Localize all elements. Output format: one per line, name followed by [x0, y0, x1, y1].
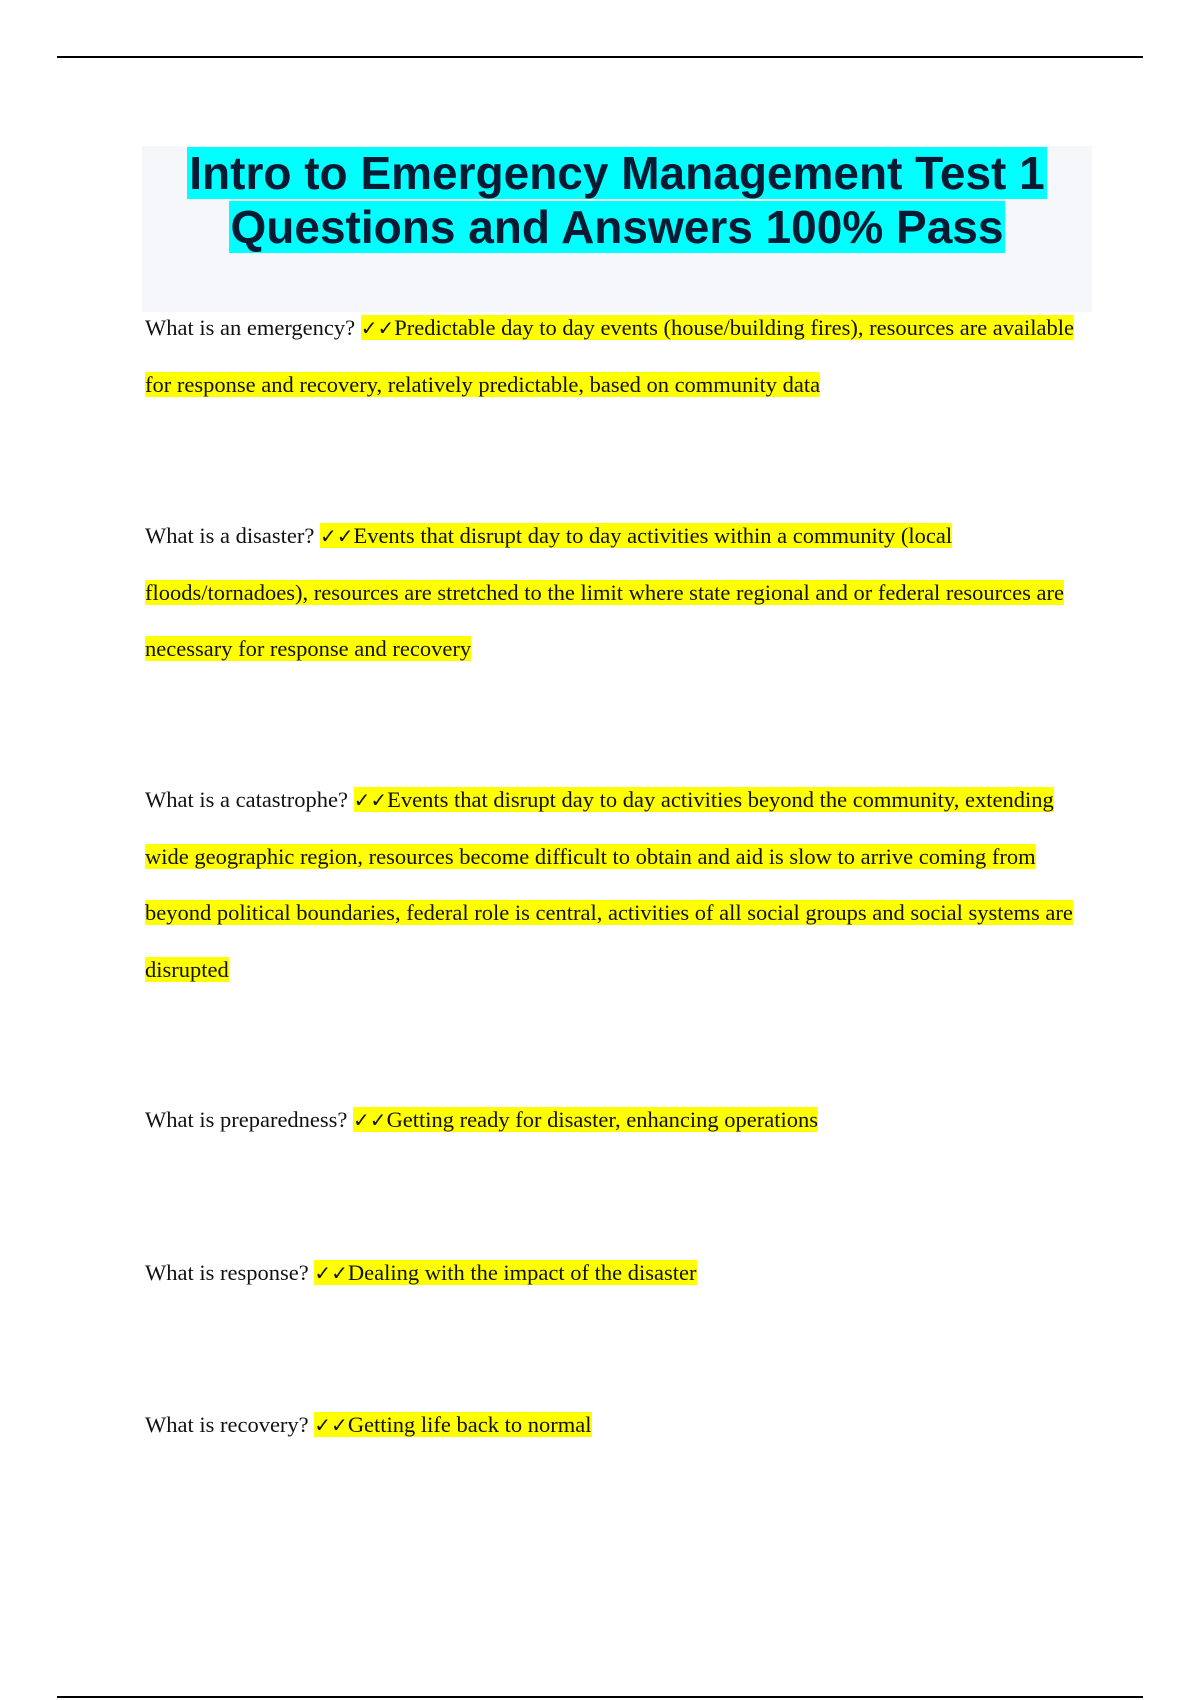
title-block	[142, 146, 1092, 312]
qa-item-recovery	[145, 1397, 1080, 1454]
answer-text	[314, 1260, 696, 1285]
qa-item-disaster	[145, 508, 1080, 678]
question-text: What is a disaster?	[145, 523, 315, 548]
question-text: What is preparedness?	[145, 1107, 348, 1132]
check-marks-icon: ✓✓	[314, 1261, 348, 1285]
check-marks-icon: ✓✓	[353, 788, 388, 812]
answer-body: Getting life back to normal	[347, 1412, 592, 1437]
answer-body: Getting ready for disaster, enhancing operations	[386, 1107, 819, 1132]
check-marks-icon: ✓✓	[353, 1108, 387, 1132]
footer-divider	[57, 1696, 1143, 1698]
answer-body: Dealing with the impact of the disaster	[347, 1260, 697, 1285]
qa-item-emergency	[145, 300, 1080, 413]
answer-body: Events that disrupt day to day activities within a community (local floods/tornadoes), resources are stretched to the limit where state regional and or federal resources are necessary for response and recovery	[145, 523, 1064, 661]
question-text: What is an emergency?	[145, 315, 356, 340]
answer-body: Predictable day to day events (house/building fires), resources are available for response and recovery, relatively predictable, based on community data	[145, 315, 1075, 397]
check-marks-icon: ✓✓	[319, 524, 354, 548]
question-text: What is response?	[145, 1260, 309, 1285]
answer-body: Events that disrupt day to day activities beyond the community, extending wide geographic region, resources become difficult to obtain and aid is slow to arrive coming from beyond political boundaries, federal role is central, activities of all social groups and social systems are disrupted	[145, 787, 1073, 982]
qa-item-preparedness	[145, 1092, 1080, 1149]
check-marks-icon: ✓✓	[360, 316, 395, 340]
qa-item-catastrophe	[145, 772, 1080, 998]
title-line-1: Intro to Emergency Management Test 1	[189, 147, 1045, 199]
answer-text	[314, 1412, 591, 1437]
question-text: What is a catastrophe?	[145, 787, 349, 812]
check-marks-icon: ✓✓	[314, 1413, 348, 1437]
qa-item-response	[145, 1245, 1080, 1302]
question-text: What is recovery?	[145, 1412, 309, 1437]
title-line-2: Questions and Answers 100% Pass	[230, 201, 1004, 253]
answer-text	[145, 787, 1073, 982]
header-divider	[57, 56, 1143, 58]
answer-text	[353, 1107, 818, 1132]
page-title	[142, 146, 1092, 254]
